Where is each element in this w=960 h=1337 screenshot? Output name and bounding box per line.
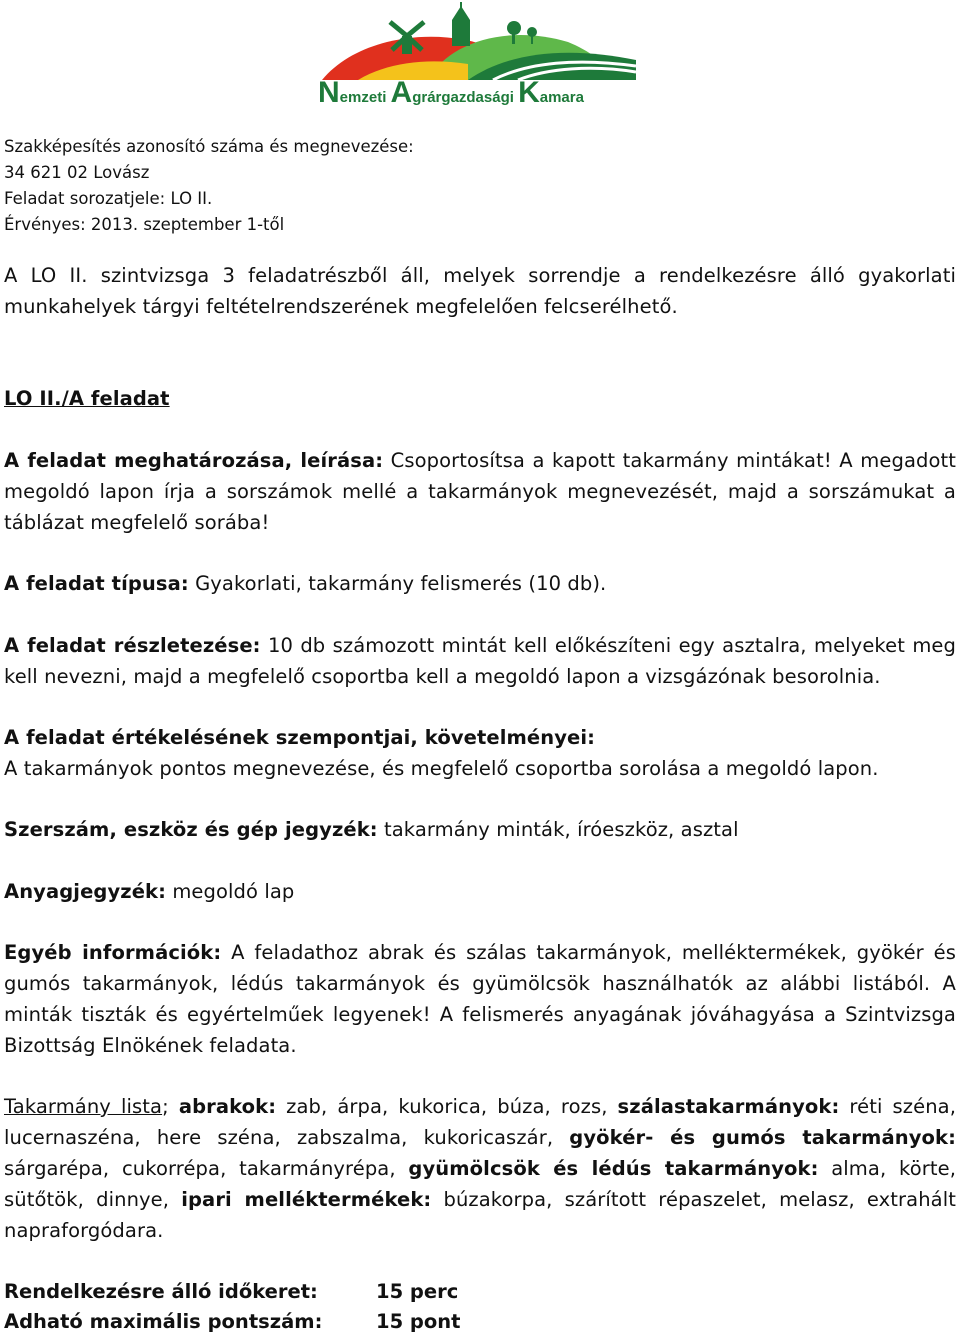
max-points-label: Adható maximális pontszám: [4,1310,323,1333]
details-paragraph [4,630,956,692]
other-info-label: Egyéb információk: [4,941,222,964]
feed-group-4-text: alma, körte, sütőtök, dinnye, [4,1157,956,1211]
header-line-1: Szakképesítés azonosító száma és megnevezése: [4,137,414,156]
definition-label: A feladat meghatározása, leírása: [4,449,384,472]
logo-initial-a: A [390,76,413,109]
tools-label: Szerszám, eszköz és gép jegyzék: [4,818,378,841]
type-label: A feladat típusa: [4,572,189,595]
tools-paragraph [4,814,956,845]
materials-paragraph [4,876,956,907]
document-header [4,134,414,238]
evaluation-text: A takarmányok pontos megnevezése, és megfelelő csoportba sorolása a megoldó lapon. [4,757,879,780]
feed-group-5-text: búzakorpa, szárított répaszelet, melasz, extrahált napraforgódara. [4,1188,956,1242]
logo-graphic [318,2,640,82]
header-line-2: 34 621 02 Lovász [4,163,150,182]
header-line-3: Feladat sorozatjele: LO II. [4,189,213,208]
other-info-paragraph [4,937,956,1061]
task-title-text: LO II./A feladat [4,387,170,410]
feed-group-1-label: abrakok: [178,1095,277,1118]
header-line-4: Érvényes: 2013. szeptember 1-től [4,215,285,234]
definition-text: Csoportosítsa a kapott takarmány mintákat! A megadott megoldó lapon írja a sorszámok mellé a takarmányok megnevezését, majd a sorszámukat a táblázat megfelelő sorába! [4,449,956,534]
tools-text: takarmány minták, íróeszköz, asztal [377,818,739,841]
feed-group-4-label: gyümölcsök és lédús takarmányok: [408,1157,819,1180]
details-label: A feladat részletezése: [4,634,261,657]
time-limit-label: Rendelkezésre álló időkeret: [4,1280,318,1303]
feed-group-3-text: sárgarépa, cukorrépa, takarmányrépa, [4,1157,409,1180]
feed-group-2-label: szálastakarmányok: [617,1095,840,1118]
max-points-value: 15 pont [376,1310,461,1333]
feed-group-5-label: ipari melléktermékek: [181,1188,432,1211]
feed-group-3-label: gyökér- és gumós takarmányok: [569,1126,956,1149]
feed-group-2-text: réti széna, lucernaszéna, here széna, zabszalma, kukoricaszár, [4,1095,957,1149]
other-info-text: A feladathoz abrak és szálas takarmányok, melléktermékek, gyökér és gumós takarmányok, lédús takarmányok és gyümölcsök használhatók az alábbi listából. A minták tiszták és egyértelműek legyenek! A felismerés anyagának jóváhagyása a Szintvizsga Bizottság Elnökének feladata. [4,941,956,1057]
time-limit-value: 15 perc [376,1280,459,1303]
max-points-row [4,1306,461,1337]
evaluation-paragraph [4,722,956,784]
logo-initial-n: N [318,76,340,109]
feed-group-1-text: zab, árpa, kukorica, búza, rozs, [276,1095,618,1118]
time-limit-row [4,1276,459,1307]
logo-word-3: amara [539,89,584,106]
task-title [4,383,956,414]
type-paragraph [4,568,956,599]
feed-list-title: Takarmány lista [4,1095,163,1118]
intro-paragraph: A LO II. szintvizsga 3 feladatrészből áll, melyek sorrendje a rendelkezésre álló gyakorlati munkahelyek tárgyi feltételrendszerének megfelelően felcserélhető. [4,264,956,318]
feed-list-separator: ; [162,1095,179,1118]
materials-label: Anyagjegyzék: [4,880,167,903]
chamber-logo [318,2,640,110]
type-text: Gyakorlati, takarmány felismerés (10 db). [188,572,607,595]
materials-text: megoldó lap [166,880,295,903]
logo-word-1: emzeti [339,89,391,106]
logo-wordmark [318,78,640,108]
logo-word-2: grárgazdasági [412,89,519,106]
feed-list-paragraph [4,1091,956,1246]
logo-initial-k: K [518,76,540,109]
details-text: 10 db számozott mintát kell előkészíteni egy asztalra, melyeket meg kell nevezni, majd a megfelelő csoportba kell a megoldó lapon a vizsgázónak besorolnia. [4,634,956,688]
evaluation-label: A feladat értékelésének szempontjai, követelményei: [4,726,596,749]
definition-paragraph [4,445,956,538]
